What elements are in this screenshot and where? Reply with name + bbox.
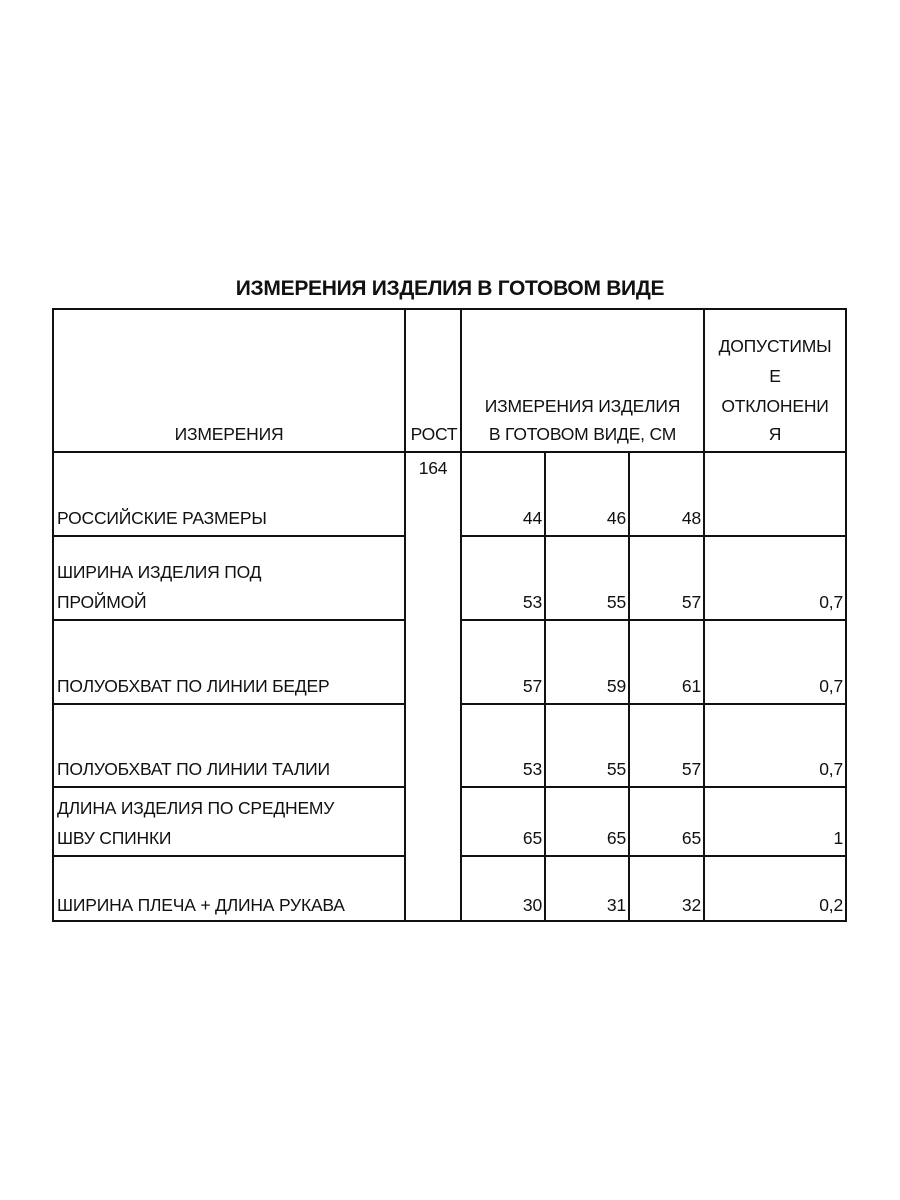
header-tolerance-line4: Я [768,424,782,444]
header-tolerance-line3: ОТКЛОНЕНИ [721,396,829,416]
border-left [52,308,54,922]
row-divider [52,535,406,537]
border-bottom [52,920,847,922]
row-divider [52,619,406,621]
row-divider [52,786,406,788]
header-finished-line1: ИЗМЕРЕНИЯ ИЗДЕЛИЯ [484,396,681,416]
size-value: 31 [606,895,626,915]
size-value: 55 [606,592,626,612]
header-height: РОСТ [410,424,458,444]
size-value: 32 [681,895,701,915]
row-label-line2: РОССИЙСКИЕ РАЗМЕРЫ [57,508,267,528]
tolerance-value: 0,7 [819,759,843,779]
row-label-line2: ПОЛУОБХВАТ ПО ЛИНИИ БЕДЕР [57,676,330,696]
size-value: 65 [522,828,542,848]
row-label-line1: ШИРИНА ИЗДЕЛИЯ ПОД [57,562,262,582]
size-value: 57 [522,676,542,696]
size-value: 59 [606,676,626,696]
row-label-line2: ПРОЙМОЙ [57,592,147,612]
row-label-line2: ПОЛУОБХВАТ ПО ЛИНИИ ТАЛИИ [57,759,330,779]
header-finished-line2: В ГОТОВОМ ВИДЕ, СМ [488,424,677,444]
tolerance-value: 1 [833,828,843,848]
row-divider [52,855,406,857]
tolerance-value: 0,7 [819,676,843,696]
header-tolerance-line1: ДОПУСТИМЫ [718,336,832,356]
size-value: 57 [681,592,701,612]
border-right [845,308,847,922]
header-measurements: ИЗМЕРЕНИЯ [174,424,284,444]
size-value: 65 [606,828,626,848]
row-divider [52,703,406,705]
col-divider-height-left [404,308,406,922]
header-divider-left [52,451,406,453]
table-title: ИЗМЕРЕНИЯ ИЗДЕЛИЯ В ГОТОВОМ ВИДЕ [235,277,665,300]
size-value: 46 [606,508,626,528]
row-label-line2: ШВУ СПИНКИ [57,828,172,848]
row-divider [460,619,847,621]
size-value: 53 [522,592,542,612]
row-divider [460,703,847,705]
tolerance-value: 0,2 [819,895,843,915]
border-top [52,308,847,310]
measurements-table [52,308,847,922]
row-label-line2: ШИРИНА ПЛЕЧА + ДЛИНА РУКАВА [57,895,345,915]
size-value: 44 [522,508,542,528]
tolerance-value: 0,7 [819,592,843,612]
row-divider [460,535,847,537]
size-value: 48 [681,508,701,528]
row-label-line1: ДЛИНА ИЗДЕЛИЯ ПО СРЕДНЕМУ [57,798,335,818]
row-divider [460,786,847,788]
size-value: 57 [681,759,701,779]
height-value: 164 [418,458,448,478]
size-value: 61 [681,676,701,696]
size-value: 53 [522,759,542,779]
header-tolerance-line2: Е [769,366,781,386]
size-value: 30 [522,895,542,915]
size-value: 55 [606,759,626,779]
row-divider [460,855,847,857]
header-divider-right [460,451,847,453]
size-value: 65 [681,828,701,848]
